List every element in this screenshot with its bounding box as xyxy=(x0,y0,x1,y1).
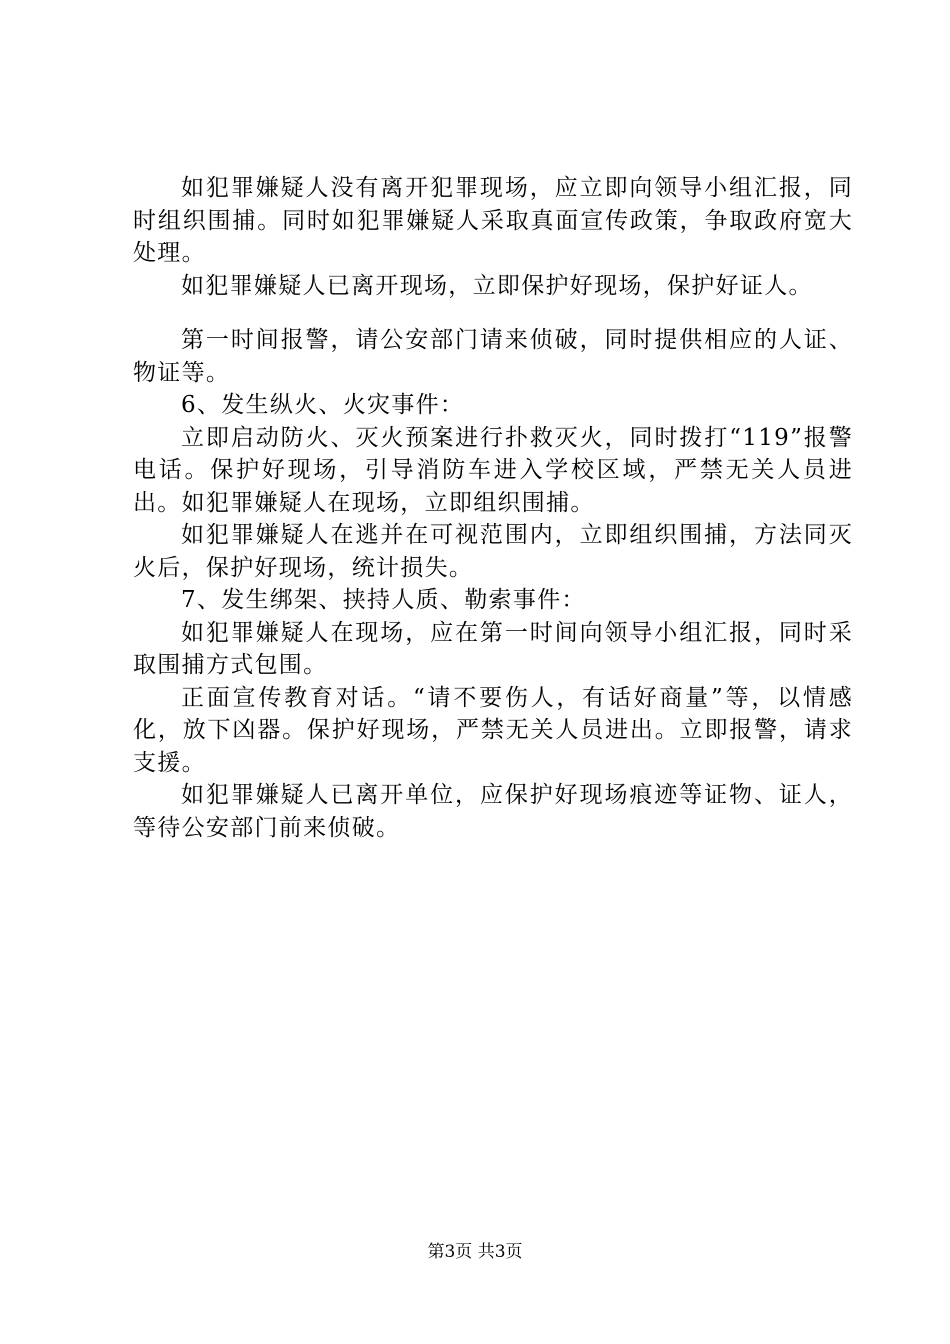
paragraph: 立即启动防火、灭火预案进行扑救灭火，同时拨打“119”报警电话。保护好现场，引导消防车进入学校区域，严禁无关人员进出。如犯罪嫌疑人在现场，立即组织围捕。 xyxy=(133,424,853,516)
paragraph: 正面宣传教育对话。“请不要伤人，有话好商量”等，以情感化，放下凶器。保护好现场，严禁无关人员进出。立即报警，请求支援。 xyxy=(133,684,853,776)
paragraph: 如犯罪嫌疑人已离开单位，应保护好现场痕迹等证物、证人，等待公安部门前来侦破。 xyxy=(133,782,853,841)
paragraph: 如犯罪嫌疑人在逃并在可视范围内，立即组织围捕，方法同灭火后，保护好现场，统计损失。 xyxy=(133,522,853,581)
paragraph: 如犯罪嫌疑人没有离开犯罪现场，应立即向领导小组汇报，同时组织围捕。同时如犯罪嫌疑人采取真面宣传政策，争取政府宽大处理。 xyxy=(133,175,853,266)
document-body xyxy=(133,172,853,844)
paragraph: 第一时间报警，请公安部门请来侦破，同时提供相应的人证、物证等。 xyxy=(133,327,853,386)
section-heading: 7、发生绑架、挟持人质、勒索事件： xyxy=(181,587,586,613)
paragraph: 如犯罪嫌疑人已离开现场，立即保护好现场，保护好证人。 xyxy=(181,272,813,299)
page-footer: 第3页 共3页 xyxy=(427,1242,523,1262)
section-heading: 6、发生纵火、火灾事件： xyxy=(181,392,465,418)
paragraph: 如犯罪嫌疑人在现场，应在第一时间向领导小组汇报，同时采取围捕方式包围。 xyxy=(133,619,853,678)
